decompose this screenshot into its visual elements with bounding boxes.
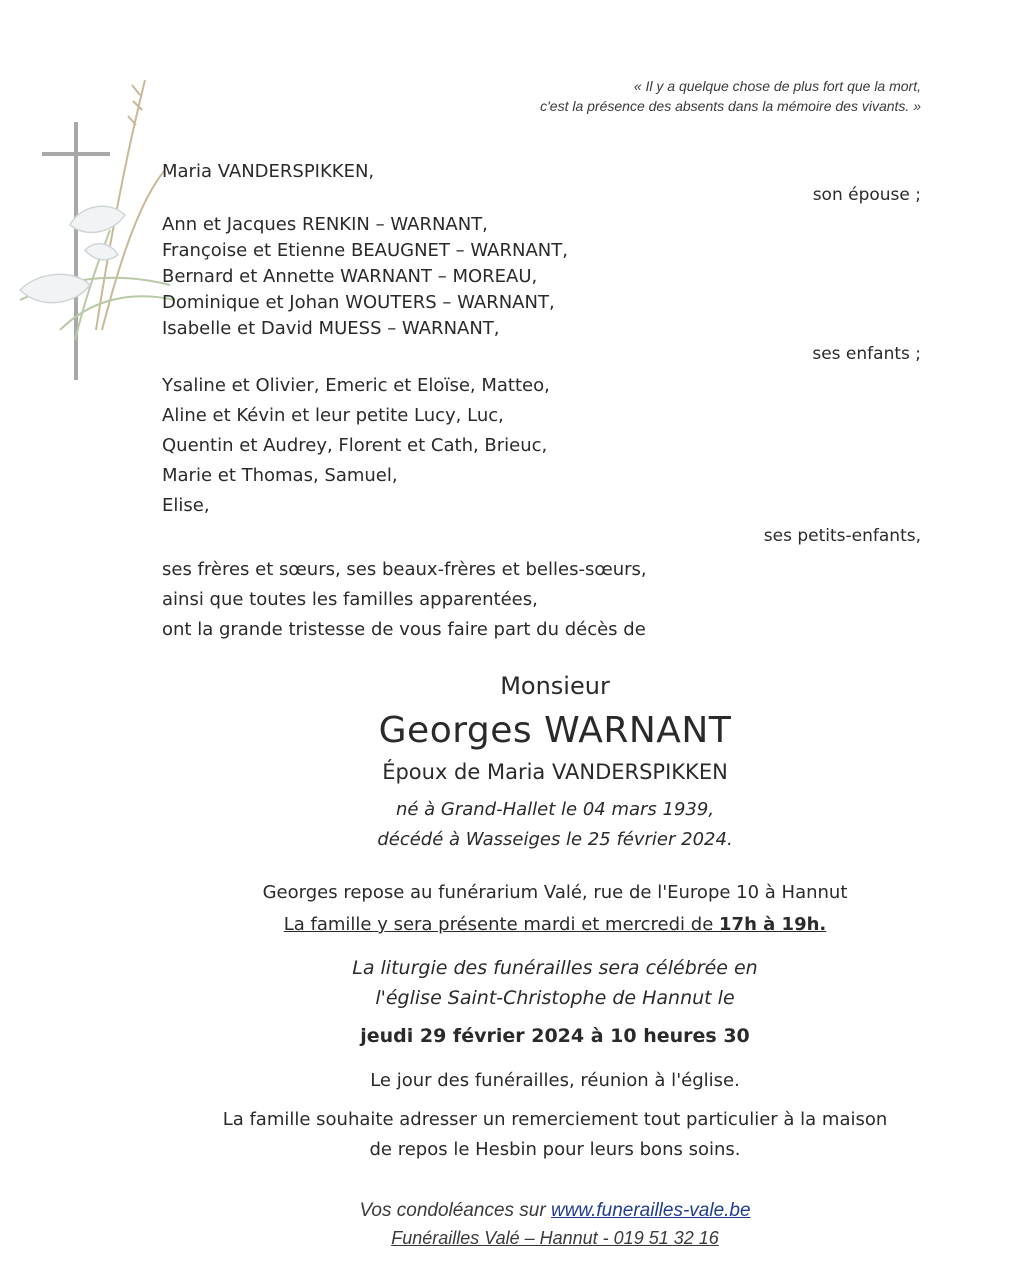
epitaph-quote-line-2: c'est la présence des absents dans la mémoire des vivants. » bbox=[540, 98, 921, 114]
grandchild-line: Ysaline et Olivier, Emeric et Eloïse, Matteo, bbox=[162, 375, 550, 396]
condolences-prefix: Vos condoléances sur bbox=[359, 1200, 551, 1221]
family-line: ainsi que toutes les familles apparentées, bbox=[162, 589, 538, 610]
thanks-line-2: de repos le Hesbin pour leurs bons soins. bbox=[369, 1139, 741, 1160]
child-line: Ann et Jacques RENKIN – WARNANT, bbox=[162, 214, 488, 235]
spouse-role: son épouse ; bbox=[812, 185, 921, 205]
child-line: Françoise et Etienne BEAUGNET – WARNANT, bbox=[162, 240, 568, 261]
grandchild-line: Aline et Kévin et leur petite Lucy, Luc, bbox=[162, 405, 504, 426]
death-info: décédé à Wasseiges le 25 février 2024. bbox=[377, 829, 733, 850]
child-line: Dominique et Johan WOUTERS – WARNANT, bbox=[162, 292, 555, 313]
epitaph-quote-line-1: « Il y a quelque chose de plus fort que la mort, bbox=[633, 78, 921, 94]
child-line: Isabelle et David MUESS – WARNANT, bbox=[162, 318, 500, 339]
liturgy-line-2: l'église Saint-Christophe de Hannut le bbox=[375, 987, 735, 1009]
website-link[interactable]: www.funerailles-vale.be bbox=[550, 1200, 751, 1221]
grandchild-line: Quentin et Audrey, Florent et Cath, Brieuc, bbox=[162, 435, 548, 456]
birth-info: né à Grand-Hallet le 04 mars 1939, bbox=[395, 799, 715, 820]
funeral-home-contact bbox=[0, 1228, 1009, 1249]
cross-lily-decoration bbox=[0, 0, 180, 400]
children-role: ses enfants ; bbox=[812, 344, 921, 364]
child-line: Bernard et Annette WARNANT – MOREAU, bbox=[162, 266, 538, 287]
deceased-spouse-of: Époux de Maria VANDERSPIKKEN bbox=[382, 760, 728, 784]
deceased-title: Monsieur bbox=[500, 672, 610, 700]
family-line: ses frères et sœurs, ses beaux-frères et belles-sœurs, bbox=[162, 559, 647, 580]
grandchildren-role: ses petits-enfants, bbox=[763, 526, 921, 546]
funeral-home-contact-text: Funérailles Valé – Hannut - 019 51 32 16 bbox=[391, 1228, 719, 1248]
thanks-line-1: La famille souhaite adresser un remerciement tout particulier à la maison bbox=[222, 1109, 888, 1130]
wheat-icon bbox=[96, 80, 165, 330]
liturgy-line-1: La liturgie des funérailles sera célébrée en bbox=[352, 957, 758, 979]
spouse-name: Maria VANDERSPIKKEN, bbox=[162, 161, 375, 182]
visitation-hours-time: 17h à 19h. bbox=[719, 914, 827, 935]
visitation-hours-prefix: La famille y sera présente mardi et mercredi de bbox=[283, 914, 720, 935]
condolences-line bbox=[0, 1200, 1009, 1222]
family-line: ont la grande tristesse de vous faire part du décès de bbox=[162, 619, 646, 640]
lily-icon bbox=[20, 206, 125, 302]
visitation-hours bbox=[0, 910, 1009, 940]
grandchild-line: Elise, bbox=[162, 495, 210, 516]
deceased-name: Georges WARNANT bbox=[378, 710, 732, 751]
funeral-meeting: Le jour des funérailles, réunion à l'église. bbox=[370, 1070, 740, 1091]
funeral-datetime: jeudi 29 février 2024 à 10 heures 30 bbox=[360, 1025, 750, 1047]
visitation-location: Georges repose au funérarium Valé, rue de l'Europe 10 à Hannut bbox=[262, 882, 848, 903]
grandchild-line: Marie et Thomas, Samuel, bbox=[162, 465, 398, 486]
